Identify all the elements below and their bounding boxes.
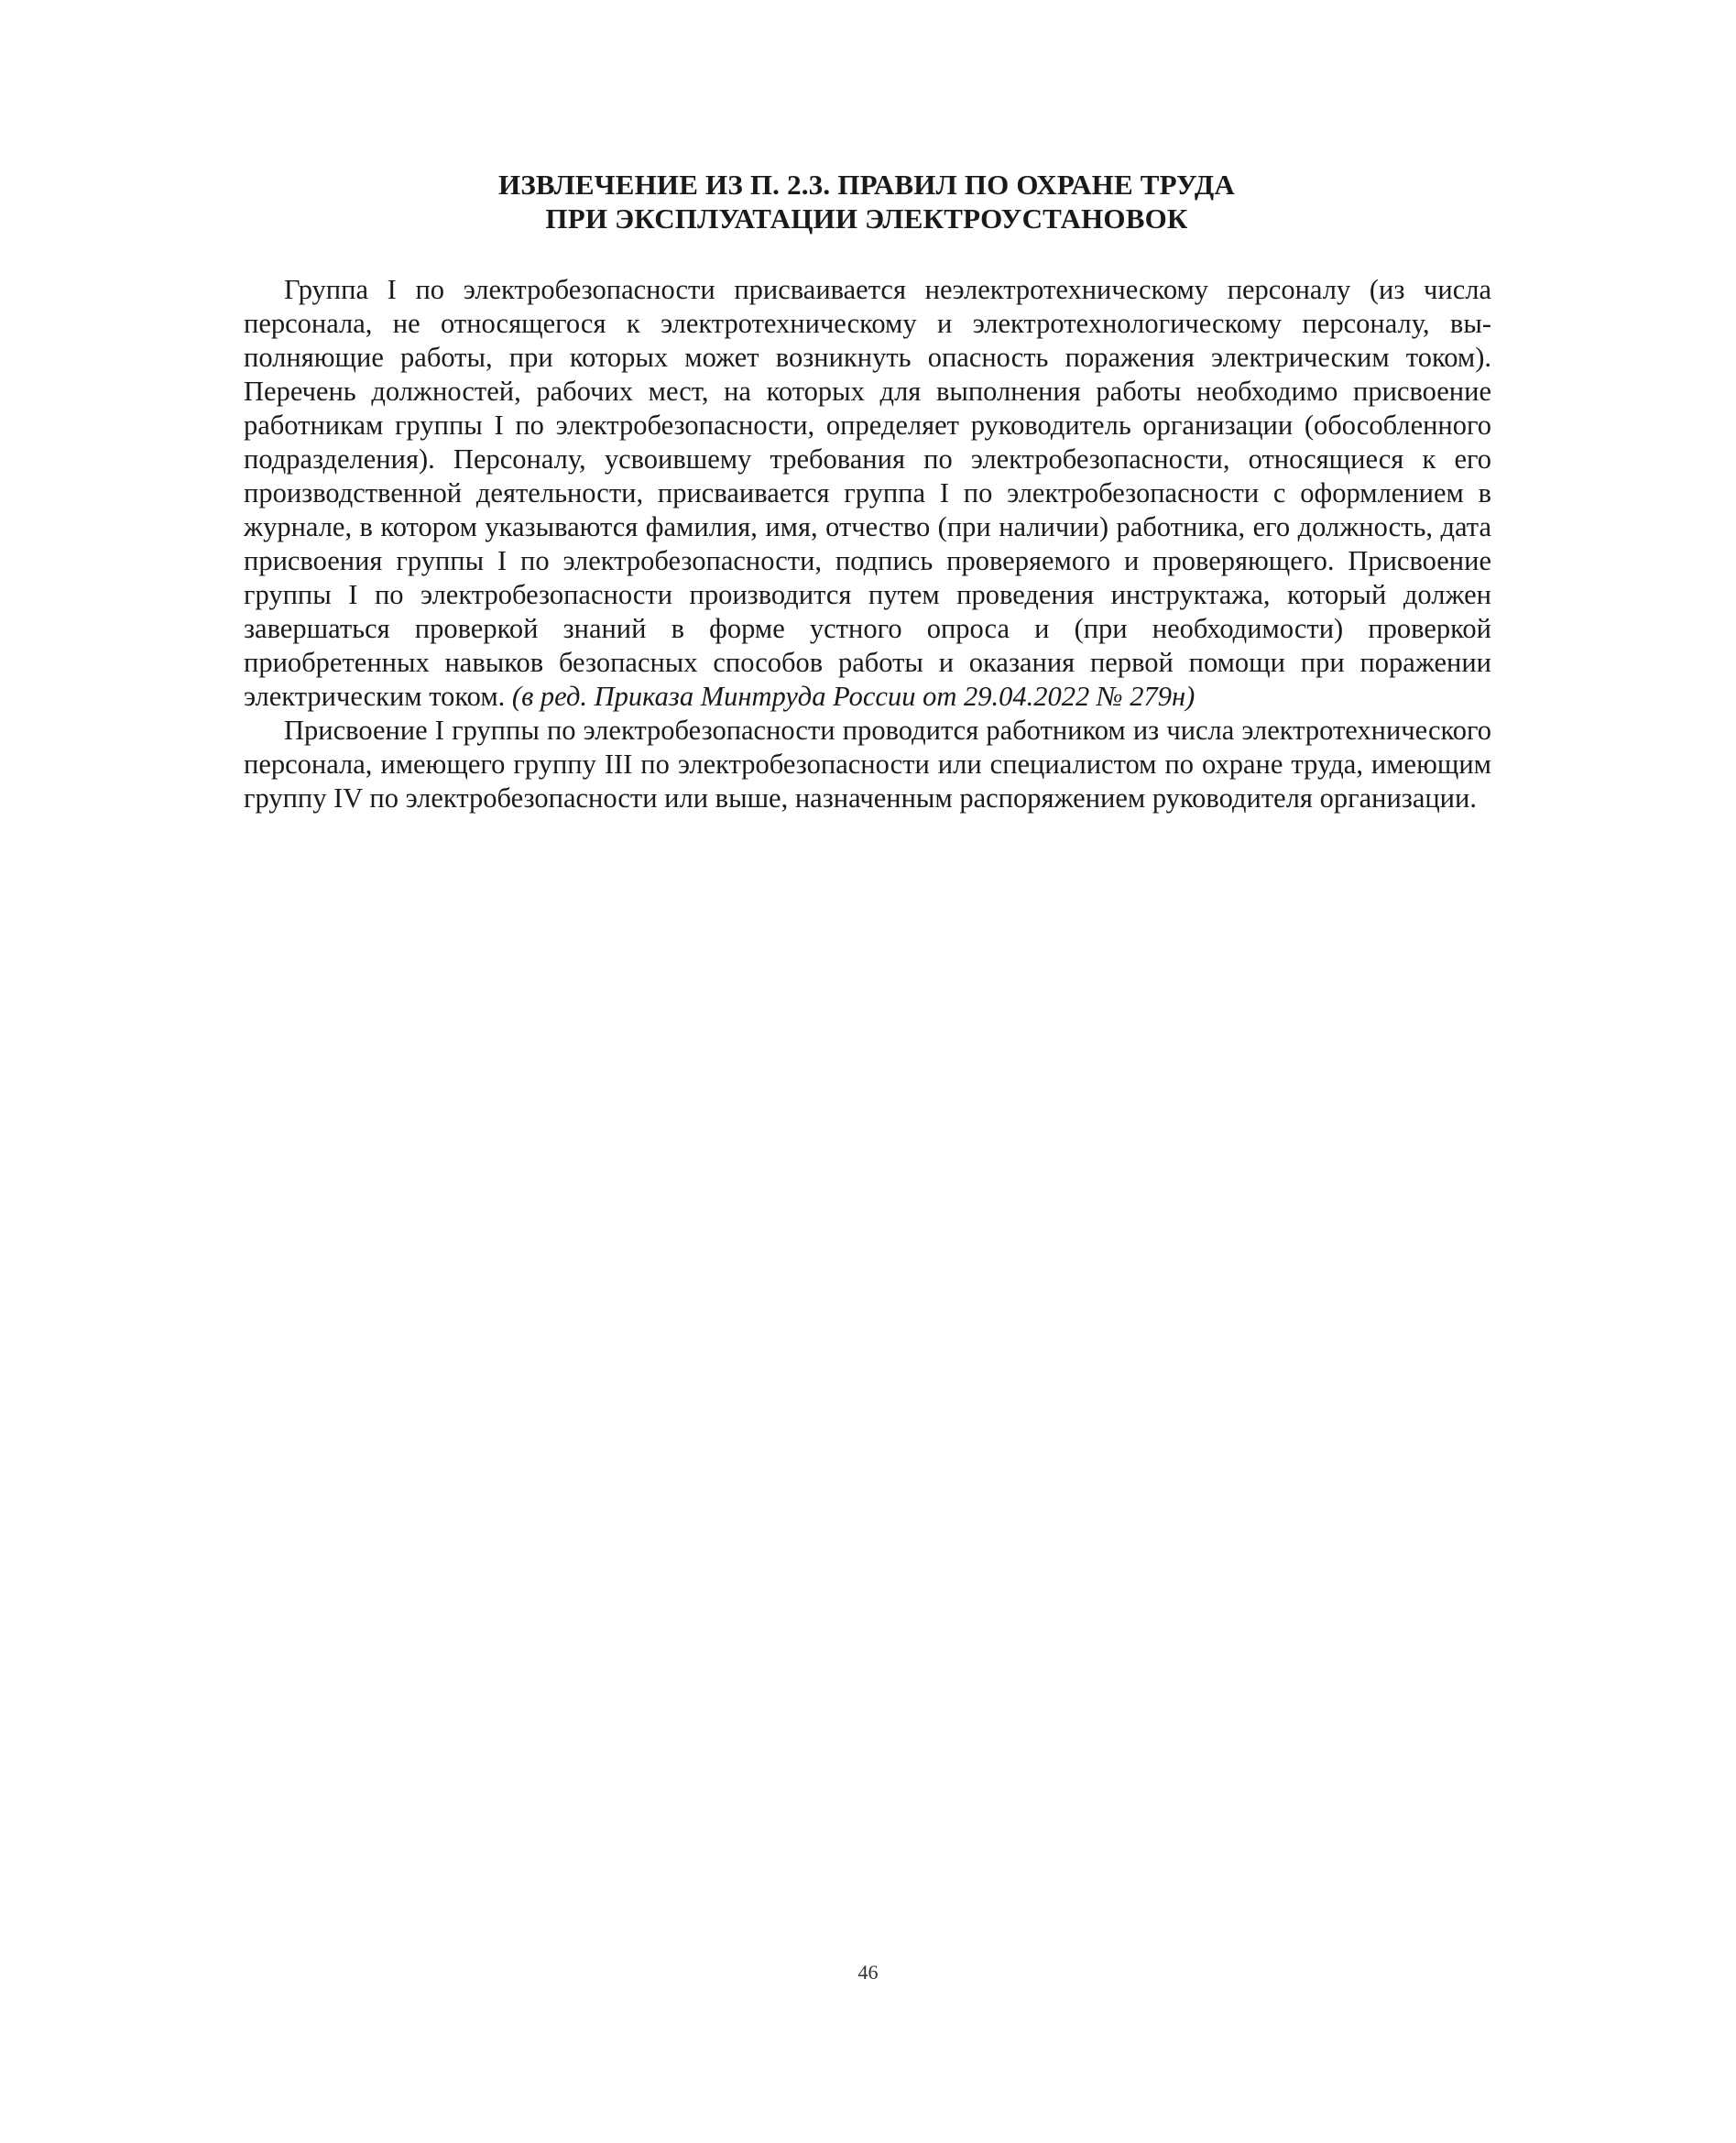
paragraph-1-text: Группа I по электробезопасности присваивается неэлектротехническому персоналу (из числа персонала, не относящегося к электротехническому и электротехнологическому персоналу, выполняющие работы, при которых может возникнуть опасность поражения электрическим током). Перечень должностей, рабочих мест, на которых для выполнения работы необходимо присвоение работникам группы I по электробезопасности, определяет руководитель организации (обособленного подразделения). Персоналу, усвоившему требования по электробезопасности, относящиеся к его производственной деятельности, присваивается группа I по электробезопасности с оформлением в журнале, в котором указываются фамилия, имя, отчество (при наличии) работника, его должность, дата присвоения группы I по электробезопасности, подпись проверяемого и проверяющего. Присвоение группы I по электробезопасности производится путем проведения инструктажа, который должен завершаться проверкой знаний в форме устного опроса и (при необходимости) проверкой приобретенных навыков безопасных способов работы и оказания первой помощи при поражении электрическим током. (244, 274, 1491, 712)
paragraph-2-text: Присвоение I группы по электробезопасности проводится работником из числа электротехнического персонала, имеющего группу III по электробезопасности или специалистом по охране труда, имеющим группу IV по электробезопасности или выше, назначенным распоряжением руководителя организации. (244, 715, 1491, 814)
heading-line-2: ПРИ ЭКСПЛУАТАЦИИ ЭЛЕКТРОУСТАНОВОК (545, 202, 1188, 235)
paragraph-1 (244, 273, 1491, 714)
page-number: 46 (857, 1961, 879, 1984)
document-body (244, 273, 1491, 815)
paragraph-2 (244, 714, 1491, 815)
amendment-note: (в ред. Приказа Минтруда России от 29.04.2022 № 279н) (511, 681, 1196, 712)
heading-line-1: ИЗВЛЕЧЕНИЕ ИЗ П. 2.3. ПРАВИЛ ПО ОХРАНЕ ТРУДА (498, 169, 1235, 201)
document-heading (240, 168, 1493, 235)
